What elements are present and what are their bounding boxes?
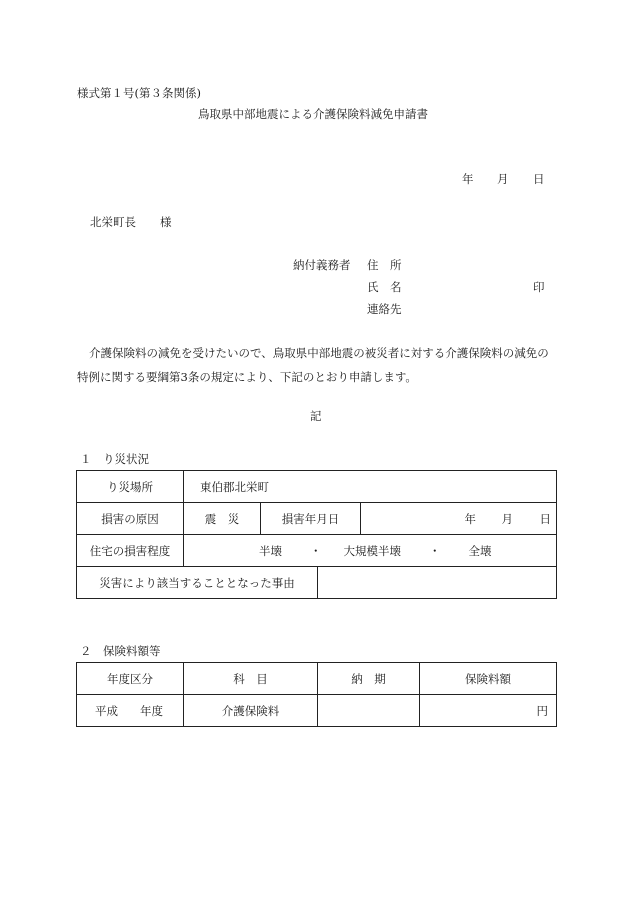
seal-mark: 印 [533,280,545,294]
name-label: 氏 名 [367,280,402,294]
premium-amount-field[interactable] [420,695,557,727]
damage-month: 月 [501,511,513,526]
column-header: 年度区分 [77,663,184,695]
fiscal-year-field[interactable] [77,695,184,727]
section2-heading: ２ 保険料額等 [80,644,161,658]
cause-value[interactable]: 震 災 [184,503,261,535]
column-header: 保険料額 [420,663,557,695]
premium-table [76,662,557,727]
addressee-honorific: 様 [160,215,172,229]
column-header: 科 目 [184,663,318,695]
place-label: り災場所 [77,471,184,503]
option-large-scale-half-destroyed[interactable]: 大規模半壊 [343,543,401,558]
damage-degree-options [184,535,557,567]
form-number: 様式第１号(第３条関係) [77,86,201,100]
table-row [77,503,557,535]
separator-dot: ・ [429,543,441,558]
option-half-destroyed[interactable]: 半壊 [259,543,282,558]
column-header: 納 期 [318,663,420,695]
cause-label: 損害の原因 [77,503,184,535]
era-label: 平成 [95,703,118,718]
separator-dot: ・ [310,543,322,558]
yen-unit: 円 [536,703,548,718]
table-row [77,567,557,599]
applicant-role: 納付義務者 [293,258,351,272]
contact-label: 連絡先 [367,302,402,316]
table-row [77,535,557,567]
body-paragraph: 介護保険料の減免を受けたいので、鳥取県中部地震の被災者に対する介護保険料の減免の特例に関する要綱第3条の規定により、下記のとおり申請します。 [77,346,549,384]
addressee-name: 北栄町長 [90,215,136,229]
table-row [77,471,557,503]
damage-date-label: 損害年月日 [261,503,361,535]
damage-date-field[interactable] [361,503,557,535]
address-label: 住 所 [367,258,402,272]
damage-day: 日 [539,511,551,526]
place-value[interactable]: 東伯郡北栄町 [184,471,557,503]
payment-period-field[interactable] [318,695,420,727]
section1-heading: １ り災状況 [80,452,149,466]
damage-degree-label: 住宅の損害程度 [77,535,184,567]
date-day: 日 [533,172,545,186]
reason-field[interactable] [318,567,557,599]
table-row [77,663,557,695]
ki-marker: 記 [310,409,322,423]
date-month: 月 [497,172,509,186]
table-row [77,695,557,727]
option-fully-destroyed[interactable]: 全壊 [468,543,492,558]
date-year: 年 [462,172,474,186]
document-title: 鳥取県中部地震による介護保険料減免申請書 [198,107,428,121]
subject-value: 介護保険料 [184,695,318,727]
disaster-status-table [76,470,557,599]
damage-year: 年 [464,511,476,526]
year-suffix: 年度 [140,703,163,718]
reason-label: 災害により該当することとなった事由 [77,567,318,599]
